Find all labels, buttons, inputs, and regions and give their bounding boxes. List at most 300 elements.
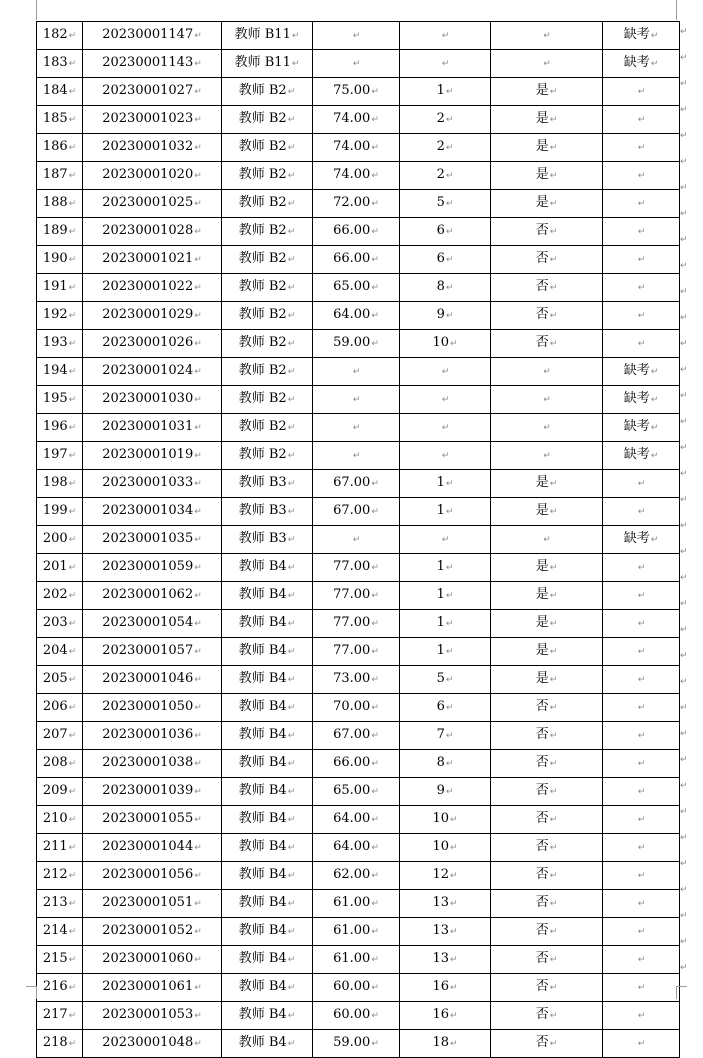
score-value: 67.00 (333, 727, 371, 742)
paragraph-mark-icon: ↵ (371, 311, 379, 321)
id-value: 20230001034 (102, 503, 194, 518)
interview-cell (491, 582, 603, 610)
rank-value: 10 (432, 335, 449, 350)
page-corner-mark-bottom-left (26, 986, 37, 999)
paragraph-mark-icon: ↵ (291, 31, 300, 41)
row-end-mark-icon: ↵ (680, 963, 688, 973)
score-value: 59.00 (333, 335, 371, 350)
paragraph-mark-icon: ↵ (549, 983, 558, 993)
rank-value: 1 (436, 643, 445, 658)
interview-cell (491, 22, 603, 50)
paragraph-mark-icon: ↵ (445, 759, 454, 769)
position-value: 教师 B2 (238, 83, 287, 98)
rank-cell (400, 638, 491, 666)
row-end-mark-icon: ↵ (680, 131, 688, 141)
rank-cell (400, 106, 491, 134)
rank-cell (400, 1002, 491, 1030)
paragraph-mark-icon: ↵ (543, 367, 551, 377)
position-value: 教师 B2 (238, 251, 287, 266)
position-value: 教师 B2 (238, 223, 287, 238)
paragraph-mark-icon: ↵ (352, 395, 361, 405)
paragraph-mark-icon: ↵ (68, 647, 77, 657)
id-value: 20230001026 (102, 335, 194, 350)
paragraph-mark-icon: ↵ (450, 983, 458, 993)
candidate-id-cell (83, 134, 222, 162)
row-end-mark-icon: ↵ (680, 27, 688, 37)
note-cell (603, 554, 680, 582)
position-cell (222, 218, 313, 246)
note-cell (603, 778, 680, 806)
paragraph-mark-icon: ↵ (68, 199, 77, 209)
interview-cell (491, 918, 603, 946)
results-table (36, 21, 680, 1058)
table-row (37, 778, 680, 806)
paragraph-mark-icon: ↵ (287, 507, 296, 517)
row-end-mark-icon: ↵ (680, 833, 688, 843)
interview-cell (491, 862, 603, 890)
candidate-id-cell (83, 190, 222, 218)
interview-cell (491, 750, 603, 778)
rank-value: 1 (436, 475, 445, 490)
score-cell (313, 414, 400, 442)
position-value: 教师 B2 (238, 447, 287, 462)
paragraph-mark-icon: ↵ (194, 31, 202, 41)
no-value: 193 (42, 335, 68, 350)
no-value: 205 (42, 671, 68, 686)
candidate-id-cell (83, 302, 222, 330)
no-value: 208 (42, 755, 68, 770)
paragraph-mark-icon: ↵ (450, 955, 458, 965)
rank-value: 8 (436, 279, 445, 294)
row-number-cell (37, 218, 83, 246)
score-value: 61.00 (333, 895, 371, 910)
score-value: 65.00 (333, 279, 371, 294)
position-value: 教师 B3 (238, 503, 287, 518)
paragraph-mark-icon: ↵ (194, 955, 202, 965)
rank-value: 9 (436, 783, 445, 798)
score-cell (313, 526, 400, 554)
table-row (37, 414, 680, 442)
rank-value: 9 (436, 307, 445, 322)
row-number-cell (37, 666, 83, 694)
paragraph-mark-icon: ↵ (549, 563, 558, 573)
interview-value: 是 (535, 671, 549, 686)
table-row (37, 890, 680, 918)
interview-cell (491, 274, 603, 302)
table-row (37, 806, 680, 834)
rank-cell (400, 50, 491, 78)
table-row (37, 974, 680, 1002)
candidate-id-cell (83, 834, 222, 862)
table-row (37, 554, 680, 582)
score-cell (313, 666, 400, 694)
position-cell (222, 442, 313, 470)
row-number-cell (37, 862, 83, 890)
paragraph-mark-icon: ↵ (287, 983, 296, 993)
paragraph-mark-icon: ↵ (194, 283, 202, 293)
interview-value: 否 (535, 727, 549, 742)
note-cell (603, 22, 680, 50)
page-corner-mark-bottom-right (676, 986, 687, 999)
no-value: 185 (42, 111, 68, 126)
paragraph-mark-icon: ↵ (194, 451, 202, 461)
paragraph-mark-icon: ↵ (194, 563, 202, 573)
paragraph-mark-icon: ↵ (450, 1011, 458, 1021)
paragraph-mark-icon: ↵ (287, 255, 296, 265)
score-cell (313, 470, 400, 498)
rank-cell (400, 666, 491, 694)
paragraph-mark-icon: ↵ (68, 619, 77, 629)
table-row (37, 862, 680, 890)
paragraph-mark-icon: ↵ (637, 927, 646, 937)
rank-cell (400, 778, 491, 806)
score-cell (313, 806, 400, 834)
table-row (37, 442, 680, 470)
row-number-cell (37, 1002, 83, 1030)
paragraph-mark-icon: ↵ (445, 199, 454, 209)
paragraph-mark-icon: ↵ (450, 843, 458, 853)
rank-value: 10 (432, 839, 449, 854)
paragraph-mark-icon: ↵ (352, 31, 361, 41)
no-value: 194 (42, 363, 68, 378)
paragraph-mark-icon: ↵ (445, 591, 454, 601)
rank-value: 5 (436, 195, 445, 210)
paragraph-mark-icon: ↵ (445, 283, 454, 293)
id-value: 20230001038 (102, 755, 194, 770)
position-value: 教师 B4 (238, 923, 287, 938)
rank-cell (400, 22, 491, 50)
candidate-id-cell (83, 526, 222, 554)
note-cell (603, 1002, 680, 1030)
position-value: 教师 B4 (238, 839, 287, 854)
position-cell (222, 302, 313, 330)
table-row (37, 666, 680, 694)
candidate-id-cell (83, 582, 222, 610)
note-value: 缺考 (623, 447, 650, 462)
paragraph-mark-icon: ↵ (287, 227, 296, 237)
score-cell (313, 78, 400, 106)
interview-value: 否 (535, 1007, 549, 1022)
paragraph-mark-icon: ↵ (637, 983, 646, 993)
rank-cell (400, 582, 491, 610)
position-cell (222, 890, 313, 918)
paragraph-mark-icon: ↵ (549, 339, 558, 349)
paragraph-mark-icon: ↵ (650, 451, 659, 461)
interview-cell (491, 358, 603, 386)
row-number-cell (37, 610, 83, 638)
paragraph-mark-icon: ↵ (549, 1011, 558, 1021)
table-row (37, 358, 680, 386)
score-cell (313, 638, 400, 666)
no-value: 201 (42, 559, 68, 574)
rank-cell (400, 890, 491, 918)
paragraph-mark-icon: ↵ (637, 871, 646, 881)
paragraph-mark-icon: ↵ (450, 899, 458, 909)
paragraph-mark-icon: ↵ (637, 115, 646, 125)
row-number-cell (37, 582, 83, 610)
rank-cell (400, 946, 491, 974)
paragraph-mark-icon: ↵ (287, 87, 296, 97)
paragraph-mark-icon: ↵ (287, 535, 296, 545)
rank-cell (400, 722, 491, 750)
paragraph-mark-icon: ↵ (549, 955, 558, 965)
paragraph-mark-icon: ↵ (352, 451, 361, 461)
paragraph-mark-icon: ↵ (371, 731, 379, 741)
row-number-cell (37, 778, 83, 806)
rank-value: 13 (432, 923, 449, 938)
row-number-cell (37, 498, 83, 526)
position-value: 教师 B4 (238, 895, 287, 910)
paragraph-mark-icon: ↵ (549, 199, 558, 209)
candidate-id-cell (83, 22, 222, 50)
interview-value: 是 (535, 559, 549, 574)
paragraph-mark-icon: ↵ (287, 927, 296, 937)
table-row (37, 750, 680, 778)
note-cell (603, 50, 680, 78)
score-value: 64.00 (333, 811, 371, 826)
paragraph-mark-icon: ↵ (68, 339, 77, 349)
score-value: 74.00 (333, 111, 371, 126)
candidate-id-cell (83, 78, 222, 106)
row-end-mark-icon: ↵ (680, 235, 688, 245)
rank-cell (400, 162, 491, 190)
position-value: 教师 B4 (238, 699, 287, 714)
no-value: 183 (42, 55, 68, 70)
paragraph-mark-icon: ↵ (445, 87, 454, 97)
score-value: 70.00 (333, 699, 371, 714)
note-value: 缺考 (623, 55, 650, 70)
score-cell (313, 22, 400, 50)
interview-value: 是 (535, 587, 549, 602)
paragraph-mark-icon: ↵ (450, 1039, 458, 1049)
paragraph-mark-icon: ↵ (68, 227, 77, 237)
position-cell (222, 778, 313, 806)
position-cell (222, 694, 313, 722)
row-number-cell (37, 302, 83, 330)
interview-value: 是 (535, 111, 549, 126)
position-value: 教师 B3 (238, 475, 287, 490)
interview-cell (491, 694, 603, 722)
interview-cell (491, 470, 603, 498)
paragraph-mark-icon: ↵ (637, 171, 646, 181)
paragraph-mark-icon: ↵ (543, 535, 551, 545)
row-number-cell (37, 918, 83, 946)
table-row (37, 218, 680, 246)
position-value: 教师 B2 (238, 195, 287, 210)
no-value: 198 (42, 475, 68, 490)
interview-cell (491, 190, 603, 218)
position-value: 教师 B2 (238, 391, 287, 406)
position-value: 教师 B4 (238, 811, 287, 826)
paragraph-mark-icon: ↵ (445, 227, 454, 237)
position-cell (222, 554, 313, 582)
position-value: 教师 B4 (238, 979, 287, 994)
score-value: 61.00 (333, 923, 371, 938)
interview-cell (491, 330, 603, 358)
no-value: 218 (42, 1035, 68, 1050)
paragraph-mark-icon: ↵ (445, 787, 454, 797)
paragraph-mark-icon: ↵ (441, 367, 450, 377)
id-value: 20230001035 (102, 531, 194, 546)
interview-value: 否 (535, 839, 549, 854)
id-value: 20230001046 (102, 671, 194, 686)
paragraph-mark-icon: ↵ (68, 283, 77, 293)
paragraph-mark-icon: ↵ (194, 731, 202, 741)
paragraph-mark-icon: ↵ (352, 535, 361, 545)
paragraph-mark-icon: ↵ (194, 647, 202, 657)
position-cell (222, 722, 313, 750)
paragraph-mark-icon: ↵ (371, 927, 379, 937)
paragraph-mark-icon: ↵ (194, 339, 202, 349)
paragraph-mark-icon: ↵ (371, 619, 379, 629)
paragraph-mark-icon: ↵ (194, 199, 202, 209)
table-row (37, 302, 680, 330)
paragraph-mark-icon: ↵ (650, 423, 659, 433)
row-end-mark-icon: ↵ (680, 183, 688, 193)
rank-cell (400, 358, 491, 386)
paragraph-mark-icon: ↵ (68, 115, 77, 125)
position-cell (222, 750, 313, 778)
row-end-mark-icon: ↵ (680, 495, 688, 505)
no-value: 202 (42, 587, 68, 602)
paragraph-mark-icon: ↵ (371, 675, 379, 685)
paragraph-mark-icon: ↵ (637, 479, 646, 489)
interview-value: 否 (535, 1035, 549, 1050)
paragraph-mark-icon: ↵ (371, 955, 379, 965)
paragraph-mark-icon: ↵ (543, 31, 551, 41)
paragraph-mark-icon: ↵ (371, 983, 379, 993)
interview-cell (491, 442, 603, 470)
paragraph-mark-icon: ↵ (287, 143, 296, 153)
score-cell (313, 134, 400, 162)
paragraph-mark-icon: ↵ (371, 283, 379, 293)
position-value: 教师 B4 (238, 587, 287, 602)
rank-value: 6 (436, 251, 445, 266)
score-value: 67.00 (333, 475, 371, 490)
paragraph-mark-icon: ↵ (194, 311, 202, 321)
paragraph-mark-icon: ↵ (194, 255, 202, 265)
id-value: 20230001060 (102, 951, 194, 966)
paragraph-mark-icon: ↵ (371, 1039, 379, 1049)
note-cell (603, 78, 680, 106)
candidate-id-cell (83, 918, 222, 946)
paragraph-mark-icon: ↵ (68, 871, 77, 881)
paragraph-mark-icon: ↵ (371, 647, 379, 657)
paragraph-mark-icon: ↵ (68, 815, 77, 825)
paragraph-mark-icon: ↵ (637, 283, 646, 293)
candidate-id-cell (83, 862, 222, 890)
table-row (37, 134, 680, 162)
rank-value: 5 (436, 671, 445, 686)
paragraph-mark-icon: ↵ (445, 311, 454, 321)
candidate-id-cell (83, 666, 222, 694)
paragraph-mark-icon: ↵ (441, 31, 450, 41)
row-number-cell (37, 50, 83, 78)
paragraph-mark-icon: ↵ (287, 1039, 296, 1049)
table-row (37, 918, 680, 946)
row-number-cell (37, 442, 83, 470)
position-cell (222, 330, 313, 358)
position-cell (222, 582, 313, 610)
rank-cell (400, 806, 491, 834)
paragraph-mark-icon: ↵ (450, 927, 458, 937)
interview-cell (491, 78, 603, 106)
id-value: 20230001052 (102, 923, 194, 938)
paragraph-mark-icon: ↵ (287, 815, 296, 825)
score-cell (313, 50, 400, 78)
paragraph-mark-icon: ↵ (445, 479, 454, 489)
no-value: 199 (42, 503, 68, 518)
paragraph-mark-icon: ↵ (650, 31, 659, 41)
interview-cell (491, 106, 603, 134)
rank-cell (400, 1030, 491, 1058)
rank-cell (400, 386, 491, 414)
position-cell (222, 862, 313, 890)
no-value: 195 (42, 391, 68, 406)
paragraph-mark-icon: ↵ (287, 451, 296, 461)
paragraph-mark-icon: ↵ (194, 787, 202, 797)
paragraph-mark-icon: ↵ (543, 59, 551, 69)
row-number-cell (37, 190, 83, 218)
candidate-id-cell (83, 386, 222, 414)
paragraph-mark-icon: ↵ (194, 927, 202, 937)
paragraph-mark-icon: ↵ (194, 619, 202, 629)
paragraph-mark-icon: ↵ (287, 367, 296, 377)
note-cell (603, 862, 680, 890)
note-cell (603, 582, 680, 610)
paragraph-mark-icon: ↵ (445, 731, 454, 741)
paragraph-mark-icon: ↵ (650, 535, 659, 545)
position-cell (222, 638, 313, 666)
row-number-cell (37, 78, 83, 106)
paragraph-mark-icon: ↵ (287, 675, 296, 685)
score-cell (313, 722, 400, 750)
interview-value: 是 (535, 615, 549, 630)
row-number-cell (37, 694, 83, 722)
row-end-mark-icon: ↵ (680, 521, 688, 531)
note-cell (603, 974, 680, 1002)
note-cell (603, 890, 680, 918)
rank-cell (400, 862, 491, 890)
score-value: 73.00 (333, 671, 371, 686)
paragraph-mark-icon: ↵ (371, 843, 379, 853)
rank-value: 1 (436, 615, 445, 630)
interview-value: 否 (535, 979, 549, 994)
id-value: 20230001019 (102, 447, 194, 462)
row-end-mark-icon: ↵ (680, 599, 688, 609)
note-cell (603, 386, 680, 414)
no-value: 182 (42, 27, 68, 42)
paragraph-mark-icon: ↵ (549, 843, 558, 853)
score-value: 64.00 (333, 839, 371, 854)
score-cell (313, 358, 400, 386)
paragraph-mark-icon: ↵ (68, 171, 77, 181)
paragraph-mark-icon: ↵ (637, 143, 646, 153)
position-value: 教师 B2 (238, 335, 287, 350)
paragraph-mark-icon: ↵ (650, 59, 659, 69)
paragraph-mark-icon: ↵ (445, 619, 454, 629)
row-number-cell (37, 974, 83, 1002)
position-value: 教师 B4 (238, 867, 287, 882)
paragraph-mark-icon: ↵ (549, 647, 558, 657)
paragraph-mark-icon: ↵ (371, 255, 379, 265)
score-value: 77.00 (333, 615, 371, 630)
score-value: 67.00 (333, 503, 371, 518)
no-value: 207 (42, 727, 68, 742)
no-value: 187 (42, 167, 68, 182)
row-end-mark-icon: ↵ (680, 573, 688, 583)
id-value: 20230001051 (102, 895, 194, 910)
